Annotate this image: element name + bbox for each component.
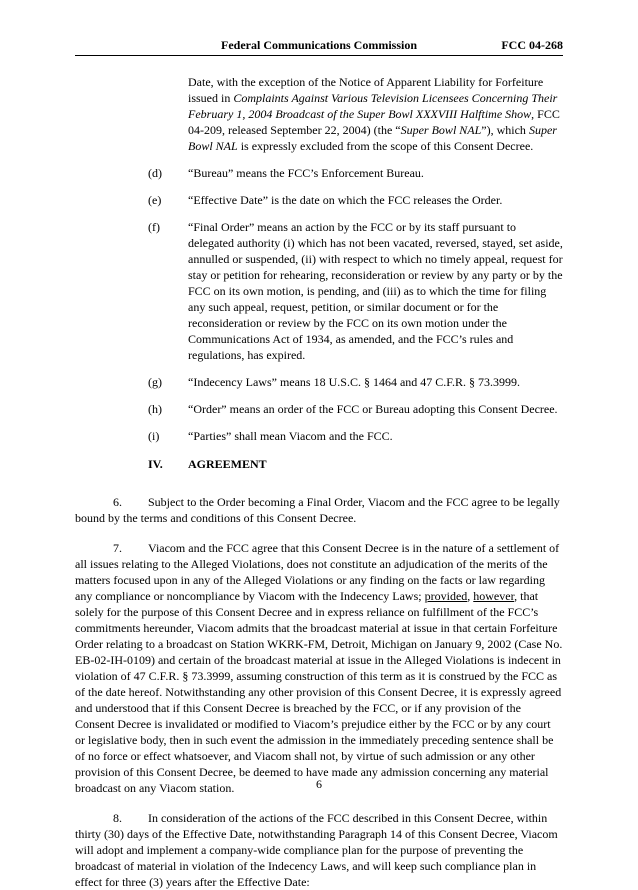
section-title: AGREEMENT xyxy=(188,457,267,471)
header-agency: Federal Communications Commission xyxy=(221,38,417,52)
definition-text: “Bureau” means the FCC’s Enforcement Bureau. xyxy=(188,166,424,180)
definition-label: (g) xyxy=(148,375,162,389)
section-number: IV. xyxy=(148,457,163,471)
definition-g xyxy=(75,374,563,390)
continued-definition-text xyxy=(188,74,563,154)
cont-term-2: Super Bowl NAL xyxy=(188,123,557,153)
definition-i xyxy=(75,428,563,444)
definition-e xyxy=(75,192,563,208)
definition-text: “Final Order” means an action by the FCC or by its staff pursuant to delegated authority (i) which has not been vacated, reversed, stayed, set aside, annulled or suspended, (ii) with respect to which no timely appeal, request for stay or petition for rehearing, reconsideration or review by any party or by the FCC on its own motion, is pending, and (iii) as to which the time for filing any such appeal, request, petition, or similar document or for the reconsideration or review by the FCC on its own motion under the Communications Act of 1934, as amended, and the FCC’s rules and regulations, has expired. xyxy=(188,220,563,362)
definition-label: (h) xyxy=(148,402,162,416)
paragraph-text-c: , that solely for the purpose of this Consent Decree and in express reliance on fulfillment of the FCC’s commitments hereunder, Viacom admits that the broadcast material at issue in that certain Forfeiture Order relating to a broadcast on Station WKRK-FM, Detroit, Michigan on January 9, 2002 (Case No. EB-02-IH-0109) and certain of the broadcast material at issue in the Alleged Violations is indecent in violation of 47 C.F.R. § 73.3999, assuming construction of this term as it is construed by the FCC as of the date hereof. Notwithstanding any other provision of this Consent Decree, it is expressly agreed and understood that if this Consent Decree is breached by the FCC, or if any provision of the Consent Decree is invalidated or modified to Viacom’s prejudice either by the FCC or by any court or legislative body, then in such event the admission in the immediately preceding sentence shall be of no force or effect whatsoever, and Viacom shall not, by virtue of such admission or any other provision of this Consent Decree, be deemed to have made any admission concerning any material broadcast on any Viacom station. xyxy=(75,589,563,795)
underlined-however: however xyxy=(473,589,515,603)
definition-text: “Order” means an order of the FCC or Bureau adopting this Consent Decree. xyxy=(188,402,558,416)
definition-d xyxy=(75,165,563,181)
paragraph-text: Subject to the Order becoming a Final Order, Viacom and the FCC agree to be legally bound by the terms and conditions of this Consent Decree. xyxy=(75,495,560,525)
cont-text-3: , FCC 04-209, released September 22, 2004) (the “ xyxy=(188,107,560,137)
paragraph-6 xyxy=(75,494,563,526)
cont-case-title: Complaints Against Various Television Licensees Concerning Their February 1, 2004 Broadcast of the Super Bowl XXXVIII Halftime Show xyxy=(188,91,558,121)
header-doc-number: FCC 04-268 xyxy=(501,38,563,52)
paragraph-text-a: Viacom and the FCC agree that this Consent Decree is in the nature of a settlement of all issues relating to the Alleged Violations, does not constitute an adjudication of the merits of the matters focused upon in any of the Alleged Violations or any finding on the facts or law regarding any compliance or noncompliance by Viacom with the Indecency Laws; xyxy=(75,541,560,603)
document-body xyxy=(75,74,563,890)
cont-text-1: Date, with the exception of the Notice of Apparent Liability for Forfeiture issued in xyxy=(188,75,544,105)
definition-text: “Indecency Laws” means 18 U.S.C. § 1464 and 47 C.F.R. § 73.3999. xyxy=(188,375,520,389)
page-number: 6 xyxy=(316,777,322,791)
paragraph-number: 6. xyxy=(113,495,122,509)
cont-text-5: ”), which xyxy=(481,123,529,137)
cont-term-1: Super Bowl NAL xyxy=(400,123,482,137)
paragraph-7 xyxy=(75,540,563,796)
definition-label: (f) xyxy=(148,220,160,234)
definition-h xyxy=(75,401,563,417)
definition-text: “Effective Date” is the date on which the FCC releases the Order. xyxy=(188,193,503,207)
continued-definition xyxy=(188,74,563,154)
definition-label: (i) xyxy=(148,429,160,443)
paragraph-8 xyxy=(75,810,563,890)
section-heading xyxy=(75,456,563,472)
cont-text-7: is expressly excluded from the scope of this Consent Decree. xyxy=(237,139,534,153)
definition-label: (e) xyxy=(148,193,162,207)
paragraph-number: 8. xyxy=(113,811,122,825)
definition-f xyxy=(75,219,563,363)
paragraph-text-b: , xyxy=(467,589,474,603)
paragraph-number: 7. xyxy=(113,541,122,555)
definition-label: (d) xyxy=(148,166,162,180)
page-header xyxy=(75,38,563,56)
definition-text: “Parties” shall mean Viacom and the FCC. xyxy=(188,429,393,443)
underlined-provided: provided xyxy=(424,589,468,603)
paragraph-text: In consideration of the actions of the FCC described in this Consent Decree, within thirty (30) days of the Effective Date, notwithstanding Paragraph 14 of this Consent Decree, Viacom will adopt and implement a company-wide compliance plan for the purpose of preventing the broadcast of material in violation of the Indecency Laws, and will keep such compliance plan in effect for three (3) years after the Effective Date: xyxy=(75,811,558,889)
